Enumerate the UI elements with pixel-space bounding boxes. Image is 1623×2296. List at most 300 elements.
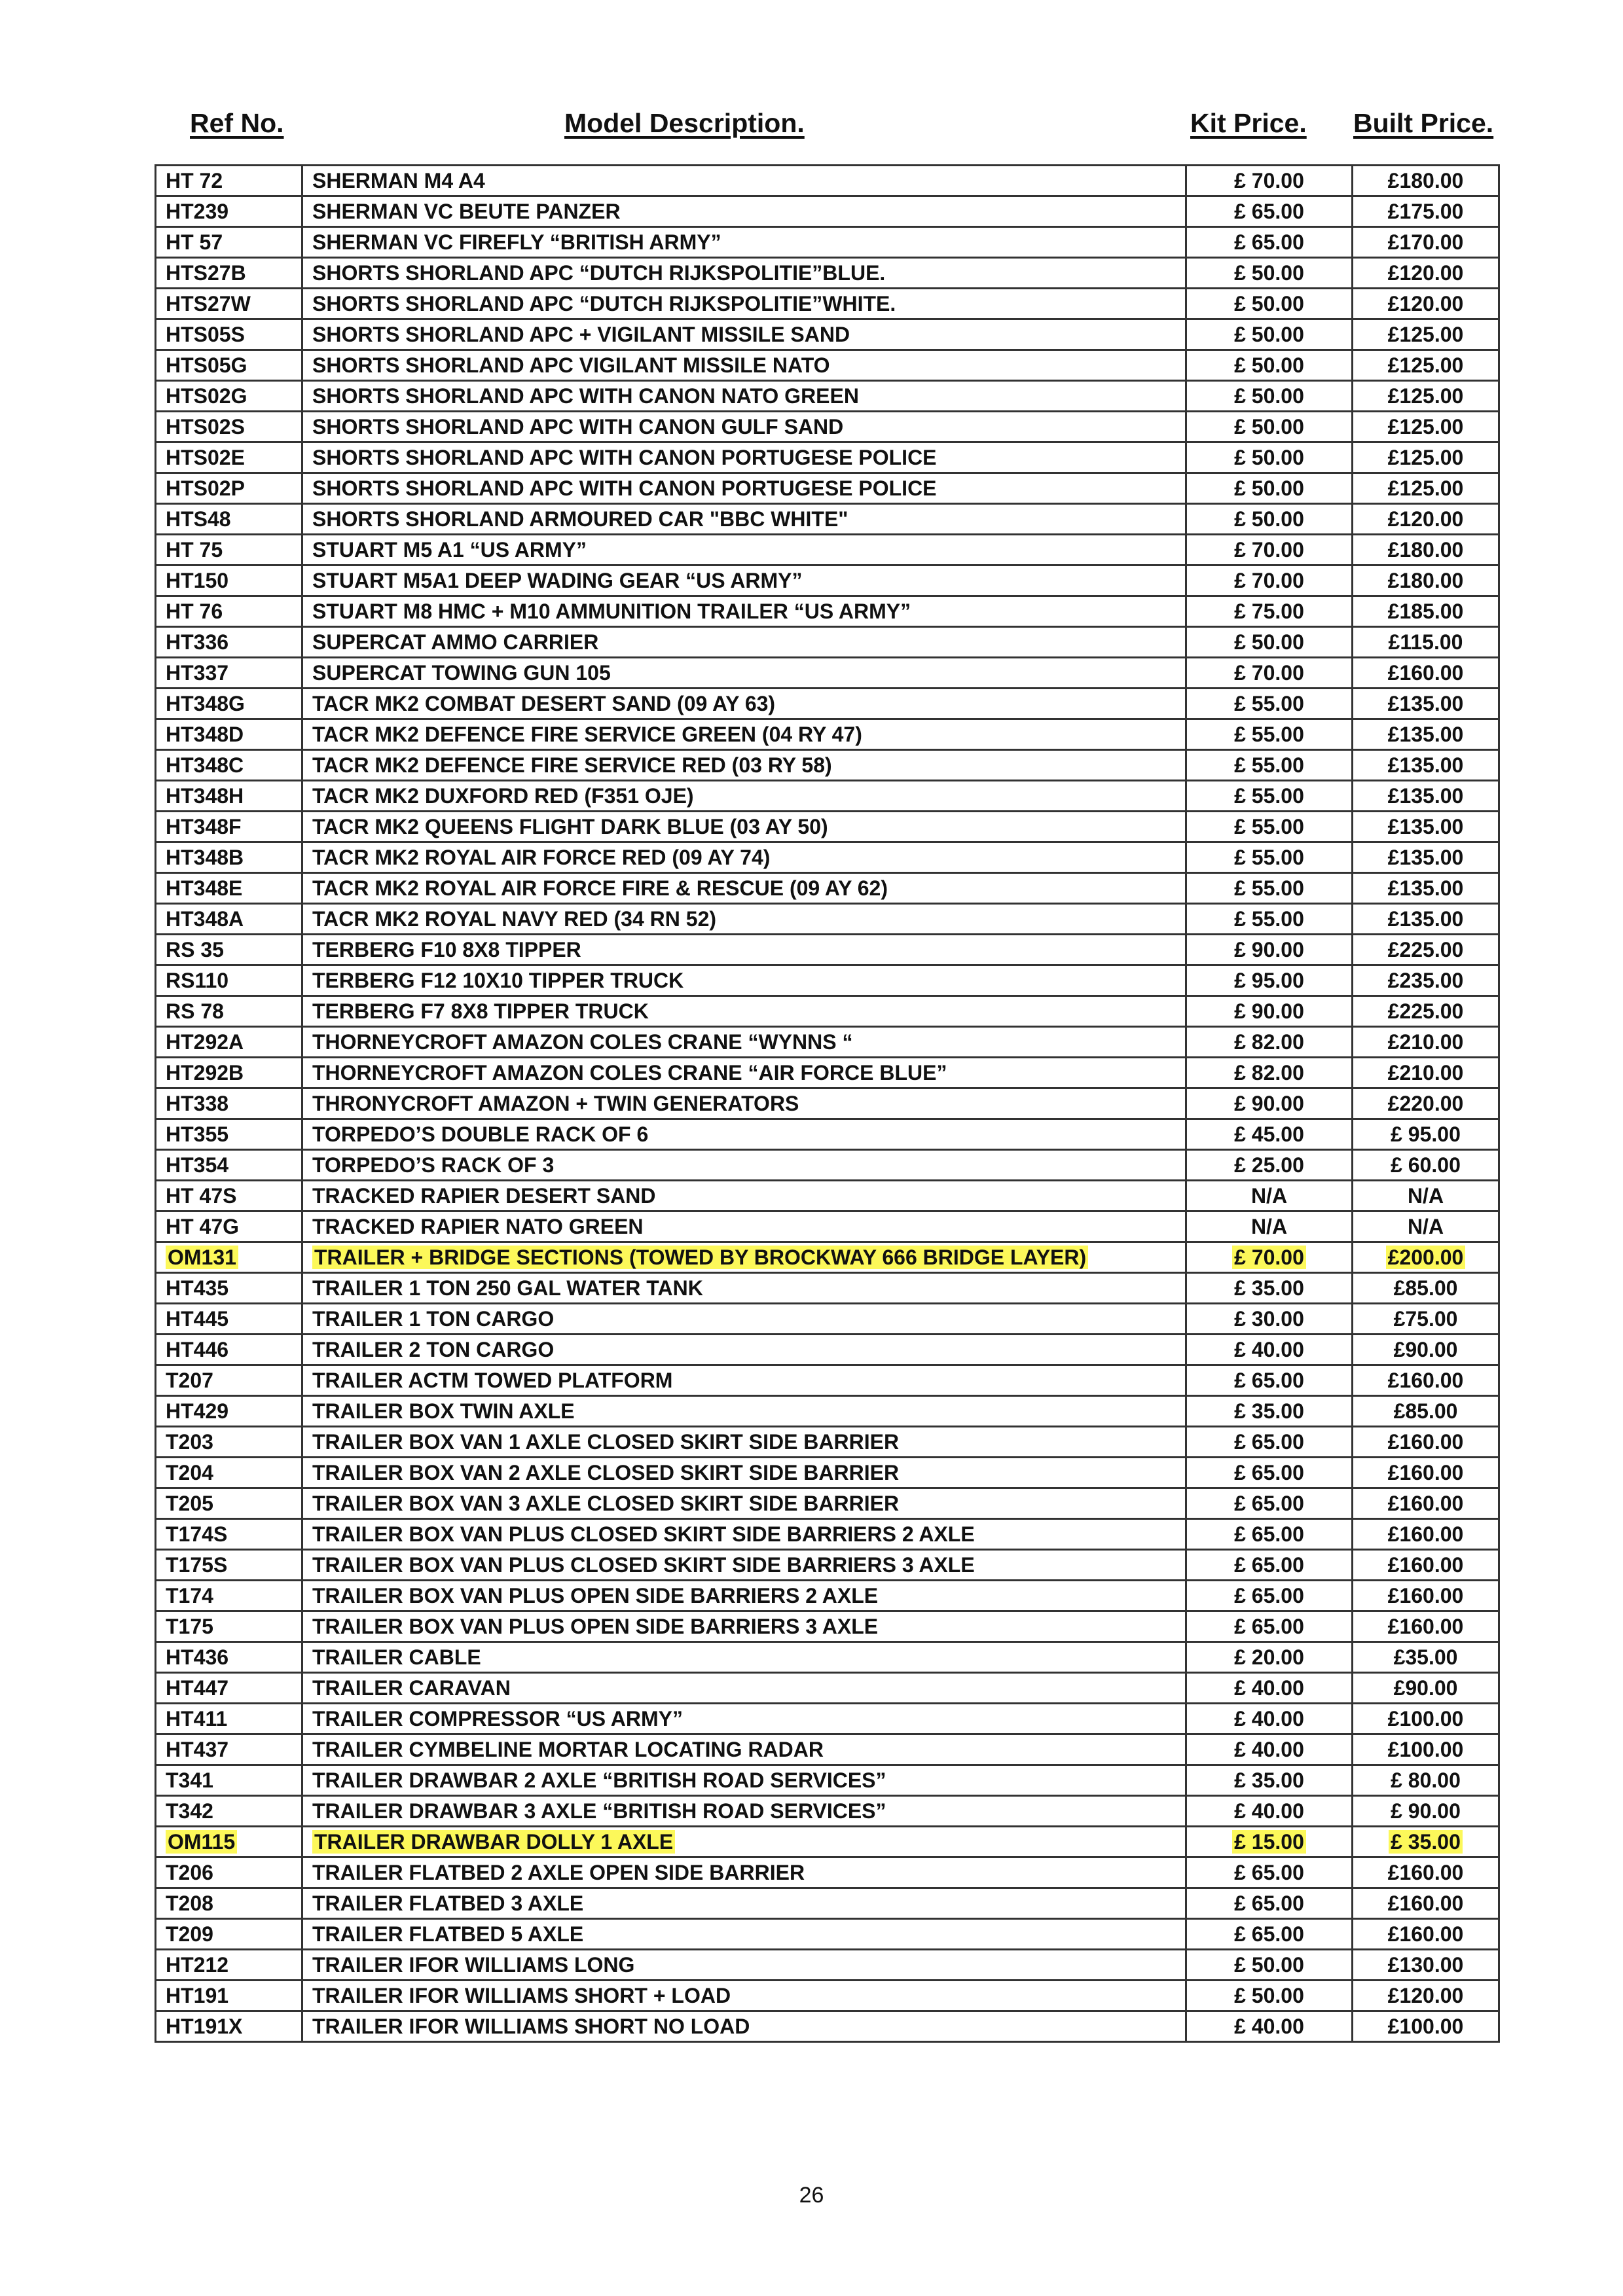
cell-model-description-text: TRAILER CYMBELINE MORTAR LOCATING RADAR (312, 1738, 824, 1761)
cell-built-price (1353, 1919, 1499, 1950)
cell-kit-price-text: £ 70.00 (1234, 538, 1304, 562)
cell-model-description (302, 1396, 1186, 1427)
cell-ref-no-text: HT 75 (166, 538, 223, 562)
cell-kit-price-text: £ 35.00 (1234, 1768, 1304, 1792)
header-ref-no: Ref No. (190, 108, 284, 138)
cell-model-description (302, 442, 1186, 473)
cell-built-price-text: £120.00 (1387, 507, 1464, 531)
cell-model-description (302, 1088, 1186, 1119)
cell-model-description-text: SHORTS SHORLAND APC WITH CANON NATO GREEN (312, 384, 859, 408)
cell-model-description (302, 1181, 1186, 1211)
cell-model-description-text: TACR MK2 DEFENCE FIRE SERVICE RED (03 RY 58) (312, 753, 832, 777)
cell-ref-no-text: HT429 (166, 1399, 229, 1423)
cell-kit-price (1186, 873, 1353, 904)
cell-model-description (302, 904, 1186, 935)
cell-ref-no-text: HT150 (166, 569, 229, 592)
cell-built-price-text: £225.00 (1387, 938, 1464, 961)
cell-ref-no (156, 2011, 302, 2042)
cell-built-price (1353, 781, 1499, 812)
cell-model-description-text: TRAILER BOX VAN 1 AXLE CLOSED SKIRT SIDE BARRIER (312, 1430, 900, 1454)
cell-ref-no (156, 1058, 302, 1088)
cell-kit-price (1186, 442, 1353, 473)
cell-built-price-text: £90.00 (1393, 1338, 1458, 1361)
cell-model-description (302, 1550, 1186, 1581)
cell-model-description (302, 596, 1186, 627)
cell-kit-price (1186, 1119, 1353, 1150)
cell-ref-no-text: HT447 (166, 1676, 229, 1700)
cell-ref-no-text: HT437 (166, 1738, 229, 1761)
cell-ref-no-text: T209 (166, 1922, 213, 1946)
cell-model-description (302, 1857, 1186, 1888)
cell-ref-no (156, 1211, 302, 1242)
cell-kit-price (1186, 1027, 1353, 1058)
header-kit-price: Kit Price. (1190, 108, 1307, 138)
cell-ref-no (156, 1550, 302, 1581)
cell-kit-price-text: £ 35.00 (1234, 1399, 1304, 1423)
cell-model-description (302, 1734, 1186, 1765)
cell-model-description-text: TRAILER FLATBED 3 AXLE (312, 1892, 584, 1915)
cell-built-price-text: £160.00 (1387, 661, 1464, 685)
cell-model-description (302, 565, 1186, 596)
cell-kit-price-text: £ 40.00 (1234, 1707, 1304, 1731)
cell-kit-price (1186, 750, 1353, 781)
cell-kit-price (1186, 1427, 1353, 1458)
cell-kit-price-text: £ 25.00 (1234, 1153, 1304, 1177)
table-row (156, 1273, 1499, 1304)
table-row (156, 1611, 1499, 1642)
table-row (156, 565, 1499, 596)
cell-ref-no-text: HT355 (166, 1122, 229, 1146)
cell-model-description-text: TERBERG F10 8X8 TIPPER (312, 938, 581, 961)
table-row (156, 1396, 1499, 1427)
cell-model-description-text: TERBERG F7 8X8 TIPPER TRUCK (312, 999, 649, 1023)
cell-model-description-text: TRAILER BOX VAN 3 AXLE CLOSED SKIRT SIDE BARRIER (312, 1492, 900, 1515)
cell-built-price (1353, 1642, 1499, 1673)
cell-kit-price-text: £ 90.00 (1234, 999, 1304, 1023)
cell-model-description (302, 1642, 1186, 1673)
cell-model-description-text: THORNEYCROFT AMAZON COLES CRANE “AIR FORCE BLUE” (312, 1061, 947, 1085)
cell-kit-price-text: £ 55.00 (1234, 784, 1304, 808)
cell-ref-no (156, 1765, 302, 1796)
cell-kit-price (1186, 196, 1353, 227)
cell-ref-no (156, 381, 302, 412)
cell-model-description-text: TRACKED RAPIER NATO GREEN (312, 1215, 644, 1238)
cell-kit-price-text: £ 65.00 (1234, 1922, 1304, 1946)
cell-model-description-text: TORPEDO’S DOUBLE RACK OF 6 (312, 1122, 649, 1146)
cell-ref-no-text: HT337 (166, 661, 229, 685)
cell-model-description-text: SHORTS SHORLAND APC + VIGILANT MISSILE SAND (312, 323, 850, 346)
cell-built-price (1353, 1950, 1499, 1981)
cell-kit-price (1186, 658, 1353, 689)
cell-kit-price-text: £ 65.00 (1234, 1615, 1304, 1638)
cell-kit-price-text: £ 65.00 (1234, 1522, 1304, 1546)
cell-ref-no (156, 196, 302, 227)
cell-model-description-text: TRAILER IFOR WILLIAMS LONG (312, 1953, 635, 1977)
table-row (156, 658, 1499, 689)
cell-model-description-text: TRAILER DRAWBAR 2 AXLE “BRITISH ROAD SERVICES” (312, 1768, 886, 1792)
cell-ref-no-text: HT212 (166, 1953, 229, 1977)
cell-kit-price (1186, 1888, 1353, 1919)
cell-kit-price-text: £ 65.00 (1234, 1861, 1304, 1884)
cell-built-price-text: £160.00 (1387, 1369, 1464, 1392)
cell-ref-no (156, 996, 302, 1027)
cell-built-price-text: £ 35.00 (1389, 1830, 1463, 1854)
cell-ref-no (156, 412, 302, 442)
cell-ref-no-text: T203 (166, 1430, 213, 1454)
cell-ref-no-text: HT411 (166, 1707, 228, 1731)
cell-kit-price (1186, 1519, 1353, 1550)
cell-model-description-text: TRAILER DRAWBAR 3 AXLE “BRITISH ROAD SERVICES” (312, 1799, 886, 1823)
cell-built-price-text: £ 60.00 (1391, 1153, 1461, 1177)
cell-kit-price-text: £ 55.00 (1234, 723, 1304, 746)
cell-kit-price-text: £ 50.00 (1234, 476, 1304, 500)
table-row (156, 412, 1499, 442)
table-row (156, 1704, 1499, 1734)
cell-model-description-text: SHERMAN M4 A4 (312, 169, 485, 192)
cell-kit-price (1186, 2011, 1353, 2042)
cell-kit-price-text: £ 55.00 (1234, 907, 1304, 931)
cell-kit-price (1186, 1458, 1353, 1488)
cell-model-description (302, 1458, 1186, 1488)
cell-built-price-text: £135.00 (1387, 846, 1464, 869)
table-row (156, 596, 1499, 627)
cell-ref-no-text: T175 (166, 1615, 213, 1638)
cell-built-price-text: £125.00 (1387, 384, 1464, 408)
cell-ref-no-text: T342 (166, 1799, 213, 1823)
cell-built-price-text: £175.00 (1387, 200, 1464, 223)
cell-model-description-text: TRAILER CABLE (312, 1645, 481, 1669)
cell-kit-price (1186, 1919, 1353, 1950)
cell-ref-no (156, 1365, 302, 1396)
cell-kit-price-text: £ 65.00 (1234, 1369, 1304, 1392)
cell-model-description (302, 1765, 1186, 1796)
cell-ref-no (156, 1704, 302, 1734)
table-row (156, 781, 1499, 812)
cell-kit-price (1186, 1304, 1353, 1335)
cell-ref-no (156, 1888, 302, 1919)
cell-kit-price-text: £ 65.00 (1234, 1584, 1304, 1607)
cell-ref-no (156, 627, 302, 658)
cell-model-description-text: TRAILER BOX VAN PLUS OPEN SIDE BARRIERS 3 AXLE (312, 1615, 879, 1638)
cell-built-price (1353, 627, 1499, 658)
header-built-price: Built Price. (1353, 108, 1494, 138)
cell-built-price-text: £160.00 (1387, 1861, 1464, 1884)
cell-kit-price-text: £ 70.00 (1232, 1246, 1306, 1269)
cell-model-description (302, 1211, 1186, 1242)
cell-ref-no-text: HTS02S (166, 415, 245, 439)
cell-kit-price-text: £ 95.00 (1234, 969, 1304, 992)
cell-built-price-text: £120.00 (1387, 261, 1464, 285)
cell-ref-no-text: HT348D (166, 723, 244, 746)
cell-model-description (302, 1027, 1186, 1058)
cell-built-price (1353, 689, 1499, 719)
cell-model-description (302, 166, 1186, 196)
cell-model-description (302, 812, 1186, 842)
table-row (156, 1981, 1499, 2011)
cell-model-description-text: TRAILER 1 TON CARGO (312, 1307, 555, 1331)
table-row (156, 289, 1499, 319)
cell-kit-price (1186, 812, 1353, 842)
cell-kit-price (1186, 565, 1353, 596)
cell-ref-no-text: HTS02G (166, 384, 247, 408)
cell-ref-no (156, 1827, 302, 1857)
cell-built-price (1353, 1458, 1499, 1488)
cell-model-description-text: TACR MK2 COMBAT DESERT SAND (09 AY 63) (312, 692, 776, 715)
cell-ref-no-text: HT239 (166, 200, 229, 223)
cell-ref-no-text: HT354 (166, 1153, 229, 1177)
cell-model-description-text: TACR MK2 DEFENCE FIRE SERVICE GREEN (04 RY 47) (312, 723, 862, 746)
cell-ref-no-text: HT 47S (166, 1184, 237, 1208)
cell-model-description-text: TRAILER BOX VAN PLUS CLOSED SKIRT SIDE BARRIERS 2 AXLE (312, 1522, 975, 1546)
cell-kit-price (1186, 289, 1353, 319)
cell-model-description (302, 873, 1186, 904)
cell-built-price-text: £125.00 (1387, 323, 1464, 346)
cell-ref-no-text: T208 (166, 1892, 213, 1915)
cell-ref-no-text: HTS05S (166, 323, 245, 346)
cell-ref-no (156, 935, 302, 965)
cell-kit-price (1186, 1365, 1353, 1396)
cell-kit-price-text: £ 50.00 (1234, 1953, 1304, 1977)
cell-built-price (1353, 289, 1499, 319)
cell-kit-price (1186, 381, 1353, 412)
cell-ref-no-text: HT348B (166, 846, 244, 869)
cell-kit-price-text: £ 40.00 (1234, 1676, 1304, 1700)
cell-kit-price-text: £ 65.00 (1234, 1553, 1304, 1577)
table-row (156, 1119, 1499, 1150)
cell-ref-no (156, 565, 302, 596)
cell-ref-no-text: HT348E (166, 876, 243, 900)
table-row (156, 319, 1499, 350)
cell-built-price-text: £210.00 (1387, 1061, 1464, 1085)
cell-built-price-text: £180.00 (1387, 169, 1464, 192)
cell-built-price-text: £35.00 (1393, 1645, 1458, 1669)
cell-built-price (1353, 1211, 1499, 1242)
cell-kit-price-text: £ 45.00 (1234, 1122, 1304, 1146)
cell-model-description-text: SHORTS SHORLAND APC WITH CANON PORTUGESE POLICE (312, 446, 937, 469)
cell-built-price-text: £120.00 (1387, 292, 1464, 315)
cell-kit-price-text: £ 50.00 (1234, 323, 1304, 346)
table-row (156, 1211, 1499, 1242)
table-row (156, 842, 1499, 873)
cell-ref-no-text: T175S (166, 1553, 228, 1577)
cell-built-price (1353, 1857, 1499, 1888)
cell-built-price-text: N/A (1407, 1184, 1444, 1208)
cell-built-price (1353, 258, 1499, 289)
cell-built-price-text: £100.00 (1387, 2015, 1464, 2038)
cell-model-description-text: SUPERCAT TOWING GUN 105 (312, 661, 611, 685)
cell-kit-price (1186, 1981, 1353, 2011)
cell-ref-no (156, 1335, 302, 1365)
table-row (156, 1058, 1499, 1088)
cell-ref-no (156, 1950, 302, 1981)
cell-kit-price (1186, 904, 1353, 935)
cell-model-description (302, 2011, 1186, 2042)
cell-model-description-text: STUART M5 A1 “US ARMY” (312, 538, 587, 562)
cell-model-description (302, 1581, 1186, 1611)
cell-built-price (1353, 535, 1499, 565)
cell-built-price-text: £225.00 (1387, 999, 1464, 1023)
cell-ref-no-text: HT292B (166, 1061, 244, 1085)
cell-ref-no-text: HT 47G (166, 1215, 240, 1238)
cell-kit-price-text: £ 40.00 (1234, 1799, 1304, 1823)
cell-built-price-text: N/A (1407, 1215, 1444, 1238)
cell-model-description (302, 381, 1186, 412)
cell-built-price (1353, 196, 1499, 227)
cell-model-description (302, 965, 1186, 996)
cell-kit-price-text: £ 40.00 (1234, 2015, 1304, 2038)
cell-kit-price-text: £ 55.00 (1234, 692, 1304, 715)
cell-model-description (302, 781, 1186, 812)
cell-ref-no-text: HT348H (166, 784, 244, 808)
table-row (156, 1335, 1499, 1365)
cell-kit-price (1186, 781, 1353, 812)
cell-ref-no (156, 227, 302, 258)
cell-model-description (302, 196, 1186, 227)
cell-kit-price-text: £ 65.00 (1234, 1492, 1304, 1515)
cell-built-price (1353, 1550, 1499, 1581)
cell-model-description (302, 1519, 1186, 1550)
cell-kit-price (1186, 1058, 1353, 1088)
table-row (156, 1027, 1499, 1058)
cell-ref-no-text: HT445 (166, 1307, 229, 1331)
cell-kit-price-text: £ 50.00 (1234, 630, 1304, 654)
cell-kit-price-text: £ 90.00 (1234, 1092, 1304, 1115)
cell-built-price-text: £160.00 (1387, 1522, 1464, 1546)
cell-kit-price-text: £ 55.00 (1234, 876, 1304, 900)
cell-built-price-text: £130.00 (1387, 1953, 1464, 1977)
cell-model-description (302, 1242, 1186, 1273)
cell-kit-price-text: £ 70.00 (1234, 661, 1304, 685)
cell-model-description-text: SHORTS SHORLAND APC WITH CANON PORTUGESE POLICE (312, 476, 937, 500)
cell-model-description-text: THRONYCROFT AMAZON + TWIN GENERATORS (312, 1092, 799, 1115)
cell-ref-no (156, 1150, 302, 1181)
cell-ref-no-text: HT435 (166, 1276, 229, 1300)
cell-built-price (1353, 842, 1499, 873)
cell-ref-no (156, 1119, 302, 1150)
table-row (156, 1827, 1499, 1857)
cell-ref-no (156, 873, 302, 904)
cell-kit-price-text: £ 40.00 (1234, 1738, 1304, 1761)
cell-built-price (1353, 1427, 1499, 1458)
cell-model-description-text: TRAILER BOX TWIN AXLE (312, 1399, 575, 1423)
cell-built-price-text: £135.00 (1387, 907, 1464, 931)
cell-model-description (302, 1365, 1186, 1396)
cell-built-price (1353, 412, 1499, 442)
cell-model-description (302, 473, 1186, 504)
cell-kit-price (1186, 596, 1353, 627)
table-row (156, 1857, 1499, 1888)
cell-ref-no (156, 904, 302, 935)
cell-ref-no (156, 504, 302, 535)
cell-model-description-text: TRAILER IFOR WILLIAMS SHORT NO LOAD (312, 2015, 750, 2038)
cell-ref-no-text: HT338 (166, 1092, 229, 1115)
page-number: 26 (799, 2183, 824, 2208)
cell-kit-price (1186, 1242, 1353, 1273)
cell-built-price (1353, 1796, 1499, 1827)
cell-kit-price (1186, 1611, 1353, 1642)
header-model-description: Model Description. (564, 108, 805, 138)
table-row (156, 996, 1499, 1027)
cell-built-price (1353, 1242, 1499, 1273)
cell-built-price (1353, 166, 1499, 196)
table-row (156, 258, 1499, 289)
cell-ref-no-text: T174 (166, 1584, 213, 1607)
cell-built-price (1353, 227, 1499, 258)
cell-built-price (1353, 1150, 1499, 1181)
cell-ref-no-text: HTS27B (166, 261, 246, 285)
cell-kit-price-text: £ 50.00 (1234, 507, 1304, 531)
cell-ref-no (156, 1488, 302, 1519)
cell-model-description-text: TRAILER + BRIDGE SECTIONS (TOWED BY BROCKWAY 666 BRIDGE LAYER) (312, 1246, 1088, 1269)
cell-ref-no-text: HT191X (166, 2015, 243, 2038)
table-row (156, 965, 1499, 996)
cell-kit-price-text: £ 55.00 (1234, 753, 1304, 777)
cell-kit-price (1186, 1550, 1353, 1581)
cell-built-price-text: £160.00 (1387, 1430, 1464, 1454)
cell-built-price-text: £85.00 (1393, 1399, 1458, 1423)
cell-kit-price (1186, 1335, 1353, 1365)
cell-kit-price (1186, 1734, 1353, 1765)
cell-model-description (302, 258, 1186, 289)
cell-ref-no-text: T206 (166, 1861, 213, 1884)
cell-model-description (302, 412, 1186, 442)
cell-built-price-text: £160.00 (1387, 1492, 1464, 1515)
cell-built-price-text: £210.00 (1387, 1030, 1464, 1054)
table-row (156, 166, 1499, 196)
table-row (156, 750, 1499, 781)
table-row (156, 1458, 1499, 1488)
cell-ref-no-text: HT436 (166, 1645, 229, 1669)
cell-ref-no (156, 750, 302, 781)
cell-built-price (1353, 1304, 1499, 1335)
cell-built-price (1353, 596, 1499, 627)
cell-kit-price (1186, 689, 1353, 719)
cell-kit-price-text: £ 20.00 (1234, 1645, 1304, 1669)
cell-model-description-text: SUPERCAT AMMO CARRIER (312, 630, 599, 654)
cell-built-price-text: £160.00 (1387, 1553, 1464, 1577)
cell-ref-no-text: OM115 (166, 1830, 237, 1854)
table-row (156, 1919, 1499, 1950)
cell-model-description-text: SHORTS SHORLAND APC “DUTCH RIJKSPOLITIE”BLUE. (312, 261, 886, 285)
cell-built-price (1353, 1611, 1499, 1642)
cell-kit-price-text: £ 65.00 (1234, 1892, 1304, 1915)
cell-ref-no (156, 719, 302, 750)
cell-model-description-text: TRAILER FLATBED 5 AXLE (312, 1922, 584, 1946)
cell-kit-price (1186, 1950, 1353, 1981)
cell-model-description-text: SHORTS SHORLAND APC “DUTCH RIJKSPOLITIE”WHITE. (312, 292, 896, 315)
cell-built-price (1353, 350, 1499, 381)
cell-built-price-text: £160.00 (1387, 1461, 1464, 1484)
cell-model-description (302, 842, 1186, 873)
cell-ref-no-text: HT 76 (166, 600, 223, 623)
cell-ref-no (156, 1181, 302, 1211)
cell-built-price (1353, 1088, 1499, 1119)
cell-ref-no (156, 1242, 302, 1273)
cell-ref-no (156, 319, 302, 350)
cell-built-price (1353, 1734, 1499, 1765)
cell-model-description-text: TRAILER IFOR WILLIAMS SHORT + LOAD (312, 1984, 731, 2007)
cell-model-description (302, 719, 1186, 750)
cell-kit-price (1186, 842, 1353, 873)
table-row (156, 1765, 1499, 1796)
cell-built-price-text: £135.00 (1387, 784, 1464, 808)
cell-built-price (1353, 1273, 1499, 1304)
cell-model-description-text: TRAILER BOX VAN PLUS OPEN SIDE BARRIERS 2 AXLE (312, 1584, 879, 1607)
cell-ref-no-text: HT348C (166, 753, 244, 777)
cell-ref-no (156, 1088, 302, 1119)
cell-built-price (1353, 750, 1499, 781)
cell-ref-no (156, 289, 302, 319)
